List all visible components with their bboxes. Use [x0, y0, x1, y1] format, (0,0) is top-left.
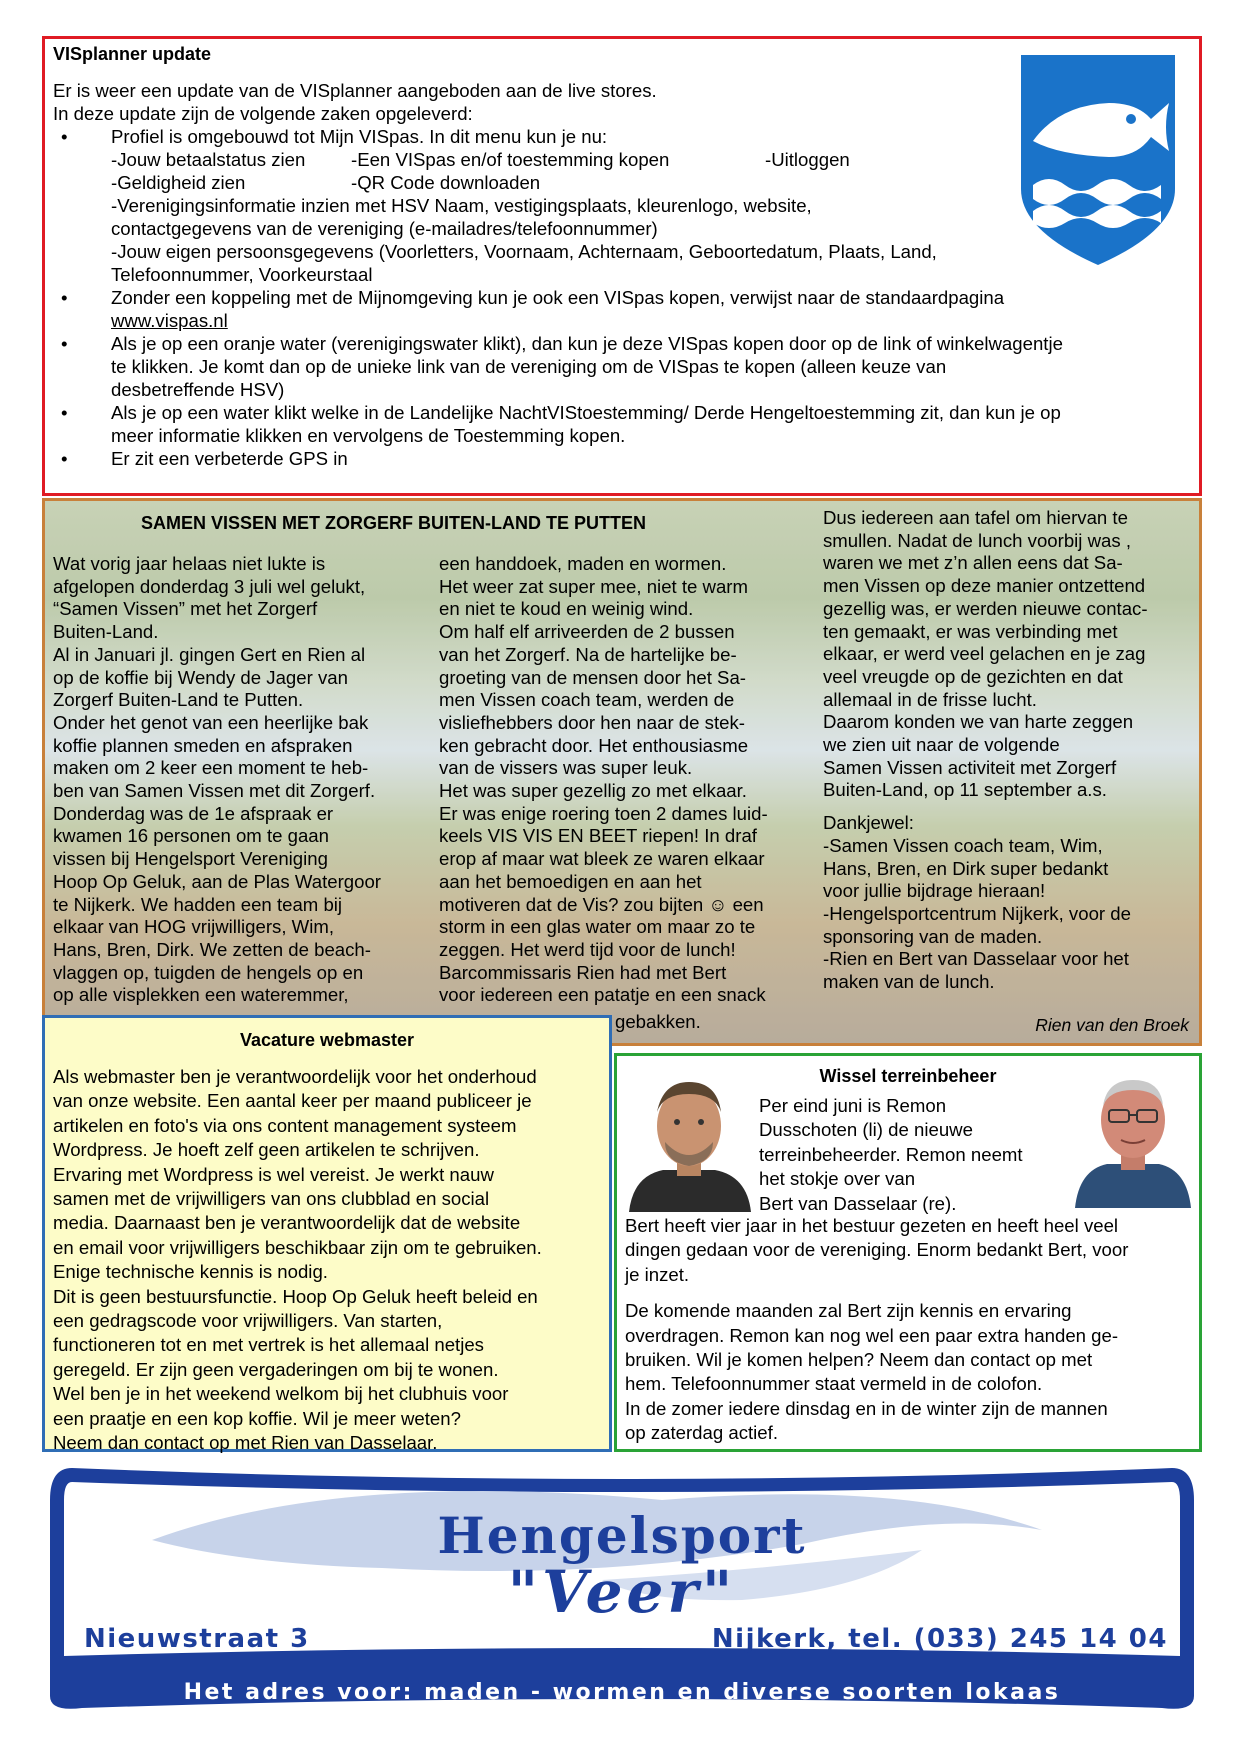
article-column-1: Wat vorig jaar helaas niet lukte is afgelopen donderdag 3 juli wel gelukt, “Samen Vissen” met het Zorgerf Buiten-Land. Al in Januari jl. gingen Gert en Rien al op de koffie bij Wendy de Jager van Zorgerf Buiten-Land te Putten. Onder het genot van een heerlijke bak koffie plannen smeden en afspraken maken om 2 keer een moment te heb- ben van Samen Vissen met dit Zorgerf. Donderdag was de 1e afspraak er kwamen 16 personen om te gaan vissen bij Hengelsport Vereniging Hoop Op Geluk, aan de Plas Watergoor te Nijkerk. We hadden een team bij elkaar van HOG vrijwilligers, Wim, Hans, Bren, Dirk. We zetten de beach- vlaggen op, tuigden de hengels op en op alle visplekken een wateremmer, — [53, 553, 381, 1006]
list-item: • Zonder een koppeling met de Mijnomgeving kun je ook een VISpas kopen, verwijst naar de standaardpagina www.vispas.nl — [61, 287, 1005, 331]
bullet-icon: • — [61, 333, 68, 354]
vacature-section — [42, 1015, 612, 1452]
fish-shield-icon — [1019, 53, 1177, 267]
bullet-icon: • — [61, 126, 68, 147]
article-heading: SAMEN VISSEN MET ZORGERF BUITEN-LAND TE PUTTEN — [141, 513, 647, 533]
advert-shop-subname: "Veer" — [507, 1558, 737, 1626]
vispas-link[interactable]: www.vispas.nl — [111, 310, 228, 331]
list-item: • Als je op een water klikt welke in de Landelijke NachtVIStoestemming/ Derde Hengeltoestemming zit, dan kun je op meer informatie klikken en vervolgens de Toestemming kopen. — [61, 402, 1061, 446]
list-item: • Profiel is omgebouwd tot Mijn VISpas. In dit menu kun je nu: -Jouw betaalstatus zien -Een VISpas en/of toestemming kopen -Uitloggen -Geldigheid zien -QR Code downloaden -Verenigingsinformatie inzien met HSV Naam, vestigingsplaats, kleurenlogo, website, contactgegevens van de vereniging (e-mailadres/telefoonnummer) -Jouw eigen persoonsgegevens (Voorletters, Voornaam, Achternaam, Geboortedatum, Plaats, Land, Telefoonnummer, Voorkeurstaal — [61, 126, 937, 285]
samen-vissen-article — [42, 498, 1202, 1046]
advert-slogan: Het adres voor: maden - wormen en diverse soorten lokaas — [183, 1680, 1061, 1705]
wissel-terreinbeheer-section — [614, 1053, 1202, 1452]
advert-shop-name: Hengelsport — [437, 1506, 807, 1565]
article-column-2: een handdoek, maden en wormen. Het weer zat super mee, niet te warm en niet te koud en weinig wind. Om half elf arriveerden de 2 bussen van het Zorgerf. Na de hartelijke be- groeting van de mensen door het Sa- men Vissen coach team, werden de visliefhebbers door hen naar de stek- ken gebracht door. Het enthousiasme van de vissers was super leuk. Het was super gezellig zo met elkaar. Er was enige roering toen 2 dames luid- keels VIS VIS EN BEET riepen! In draf erop af maar wat bleek ze waren elkaar aan het bemoedigen en aan het motiveren dat de Vis? zou bijten ☺ een storm in een glas water om maar zo te zeggen. Het werd tijd voor de lunch! Barcommissaris Rien had met Bert voor iedereen een patatje en een snack — [439, 553, 768, 1006]
vacature-title: Vacature webmaster — [239, 1030, 415, 1050]
bert-portrait-photo — [1071, 1062, 1195, 1208]
article-column-2-end: gebakken. — [615, 1011, 701, 1032]
advert-city-phone: Nijkerk, tel. (033) 245 14 04 — [711, 1624, 1168, 1654]
bullet-icon: • — [61, 287, 68, 308]
wissel-title: Wissel terreinbeheer — [819, 1066, 997, 1086]
vacature-body: Als webmaster ben je verantwoordelijk voor het onderhoud van onze website. Een aantal keer per maand publiceer je artikelen en foto's via ons content management systeem Wordpress. Je hoeft zelf geen artikelen te schrijven. Ervaring met Wordpress is wel vereist. Je werkt nauw samen met de vrijwilligers van ons clubblad en social media. Daarnaast ben je verantwoordelijk dat de website en email voor vrijwilligers beschikbaar zijn om te gebruiken. Enige technische kennis is nodig. Dit is geen bestuursfunctie. Hoop Op Geluk heeft beleid en een gedragscode voor vrijwilligers. Van starten, functioneren tot en met vertrek is het allemaal netjes geregeld. Er zijn geen vergaderingen om bij te wonen. Wel ben je in het weekend welkom bij het clubhuis voor een praatje en een kop koffie. Wil je meer weten? Neem dan contact op met Rien van Dasselaar. — [53, 1066, 542, 1454]
list-item: • Er zit een verbeterde GPS in — [61, 448, 348, 469]
bullet-icon: • — [61, 402, 68, 423]
visplanner-intro-1: Er is weer een update van de VISplanner aangeboden aan de live stores. — [53, 80, 657, 101]
visplanner-title: VISplanner update — [53, 44, 212, 64]
visplanner-intro-2: In deze update zijn de volgende zaken opgeleverd: — [53, 103, 473, 124]
visplanner-section — [42, 36, 1202, 496]
article-author: Rien van den Broek — [1035, 1015, 1189, 1035]
wissel-body: Bert heeft vier jaar in het bestuur gezeten en heeft heel veel dingen gedaan voor de vereniging. Enorm bedankt Bert, voor je inzet. De komende maanden zal Bert zijn kennis en ervaring overdragen. Remon kan nog wel een paar extra handen ge- bruiken. Wil je komen helpen? Neem dan contact op met hem. Telefoonnummer staat vermeld in de colofon. In de zomer iedere dinsdag en in de winter zijn de mannen op zaterdag actief. — [625, 1215, 1129, 1444]
hengelsport-veer-advert — [42, 1460, 1202, 1716]
list-item: • Als je op een oranje water (verenigingswater klikt), dan kun je deze VISpas kopen door op de link of winkelwagentje te klikken. Je komt dan op de unieke link van de vereniging om de VISpas te kopen (alleen keuze van desbetreffende HSV) — [61, 333, 1063, 400]
remon-portrait-photo — [623, 1064, 755, 1212]
article-column-3: Dus iedereen aan tafel om hiervan te smullen. Nadat de lunch voorbij was , waren we met z’n allen eens dat Sa- men Vissen op deze manier ontzettend gezellig was, er werden nieuwe contac- ten gemaakt, er was verbinding met elkaar, er werd veel gelachen en je zag veel vreugde op de gezichten en dat allemaal in de frisse lucht. Daarom konden we van harte zeggen we zien uit naar de volgende Samen Vissen activiteit met Zorgerf Buiten-Land, op 11 september a.s. Dankjewel: -Samen Vissen coach team, Wim, Hans, Bren, en Dirk super bedankt voor jullie bijdrage hieraan! -Hengelsportcentrum Nijkerk, voor de sponsoring van de maden. -Rien en Bert van Dasselaar voor het maken van de lunch. — [823, 507, 1148, 993]
bullet-icon: • — [61, 448, 68, 469]
advert-address: Nieuwstraat 3 — [84, 1624, 310, 1654]
wissel-intro: Per eind juni is Remon Dusschoten (li) de nieuwe terreinbeheerder. Remon neemt het stokje over van Bert van Dasselaar (re). — [759, 1095, 1023, 1214]
